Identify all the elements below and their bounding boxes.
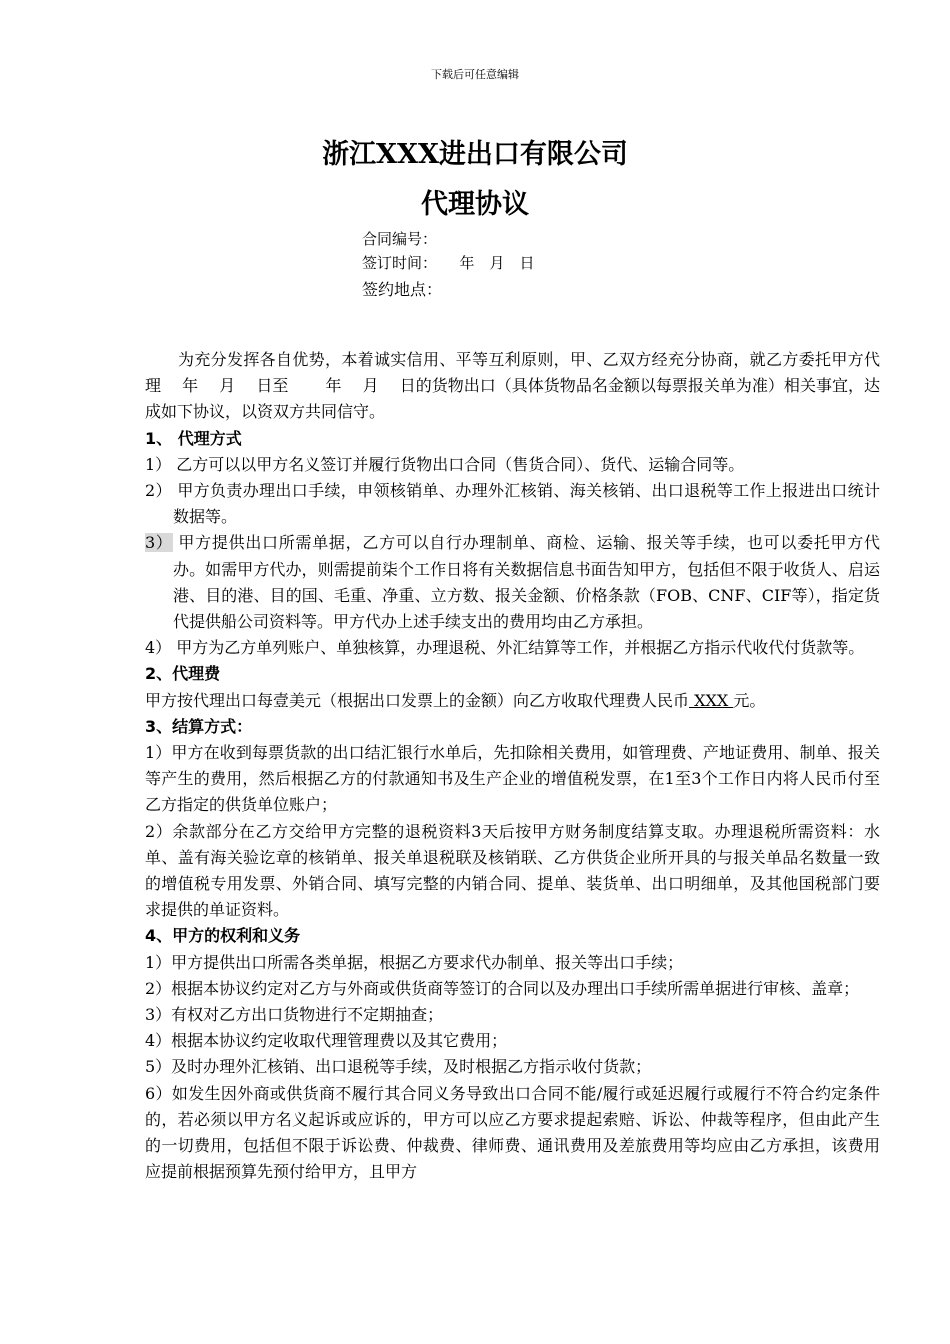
fee-unit: 元。: [733, 690, 766, 710]
list-number-highlighted: 3）: [145, 533, 173, 553]
list-item: 5）及时办理外汇核销、出口退税等手续，及时根据乙方指示收付货款；: [145, 1057, 652, 1077]
fee-amount: XXX: [689, 690, 734, 710]
list-item: 2）余款部分在乙方交给甲方完整的退税资料3天后按甲方财务制度结算支取。办理退税所需资料：水单、盖有海关验讫章的核销单、报关单退税联及核销联、乙方供货企业所开具的与报关单品名数量一致的增值税专用发票、外销合同、填写完整的内销合同、提单、装货单、出口明细单，及其他国税部门要求提供的单证资料。: [145, 821, 880, 920]
list-item: 2）根据本协议约定对乙方与外商或供货商等签订的合同以及办理出口手续所需单据进行审核、盖章；: [145, 978, 860, 998]
list-item: [145, 530, 880, 635]
contract-number-label: 合同编号：: [362, 230, 438, 248]
list-item-text: 甲方提供出口所需单据，乙方可以自行办理制单、商检、运输、报关等手续，也可以委托甲方代办。如需甲方代办，则需提前柒个工作日将有关数据信息书面告知甲方，包括但不限于收货人、启运港、目的港、目的国、毛重、净重、立方数、报关金额、价格条款（FOB、CNF、CIF等），指定货代提供船公司资料等。甲方代办上述手续支出的费用均由乙方承担。: [172, 533, 880, 632]
section-heading: 2、代理费: [145, 664, 221, 684]
section-heading: 1、 代理方式: [145, 428, 242, 448]
document-title: 代理协议: [421, 189, 529, 220]
intro-paragraph: 为充分发挥各自优势，本着诚实信用、平等互利原则，甲、乙双方经充分协商，就乙方委托甲方代理 年 月 日至 年 月 日的货物出口（具体货物品名金额以每票报关单为准）相关事宜，达成如下协议，以资双方共同信守。: [145, 350, 880, 422]
section-heading: 4、甲方的权利和义务: [145, 926, 301, 946]
document-title-company: 浙江XXX进出口有限公司: [322, 139, 628, 170]
fee-text: 甲方按代理出口每壹美元（根据出口发票上的金额）向乙方收取代理费人民币: [145, 690, 690, 710]
sign-time-label: 签订时间： 年 月 日: [362, 254, 535, 272]
list-item: 4） 甲方为乙方单列账户、单独核算，办理退税、外汇结算等工作，并根据乙方指示代收代付货款等。: [145, 638, 865, 658]
list-item: 1）甲方提供出口所需各类单据，根据乙方要求代办制单、报关等出口手续；: [145, 952, 684, 972]
list-item: 1）甲方在收到每票货款的出口结汇银行水单后，先扣除相关费用，如管理费、产地证费用、制单、报关等产生的费用，然后根据乙方的付款通知书及生产企业的增值税发票，在1至3个工作日内将人民币付至乙方指定的供货单位账户；: [145, 743, 880, 815]
section-heading: 3、结算方式：: [145, 716, 253, 736]
sign-place-label: 签约地点：: [362, 280, 443, 299]
document-body: [145, 347, 880, 1186]
list-item: 2） 甲方负责办理出口手续，申领核销单、办理外汇核销、海关核销、出口退税等工作上报进出口统计数据等。: [145, 481, 880, 527]
list-item: 3）有权对乙方出口货物进行不定期抽查；: [145, 1005, 444, 1025]
list-item: 4）根据本协议约定收取代理管理费以及其它费用；: [145, 1031, 508, 1051]
list-item: 6）如发生因外商或供货商不履行其合同义务导致出口合同不能/履行或延迟履行或履行不符合约定条件的，若必须以甲方名义起诉或应诉的，甲方可以应乙方要求提起索赔、诉讼、仲裁等程序，但由此产生的一切费用，包括但不限于诉讼费、仲裁费、律师费、通讯费用及差旅费用等均应由乙方承担，该费用应提前根据预算先预付给甲方，且甲方: [145, 1083, 880, 1182]
fee-paragraph: [145, 688, 880, 714]
list-item: 1） 乙方可以以甲方名义签订并履行货物出口合同（售货合同）、货代、运输合同等。: [145, 454, 745, 474]
header-note: 下载后可任意编辑: [431, 68, 519, 81]
